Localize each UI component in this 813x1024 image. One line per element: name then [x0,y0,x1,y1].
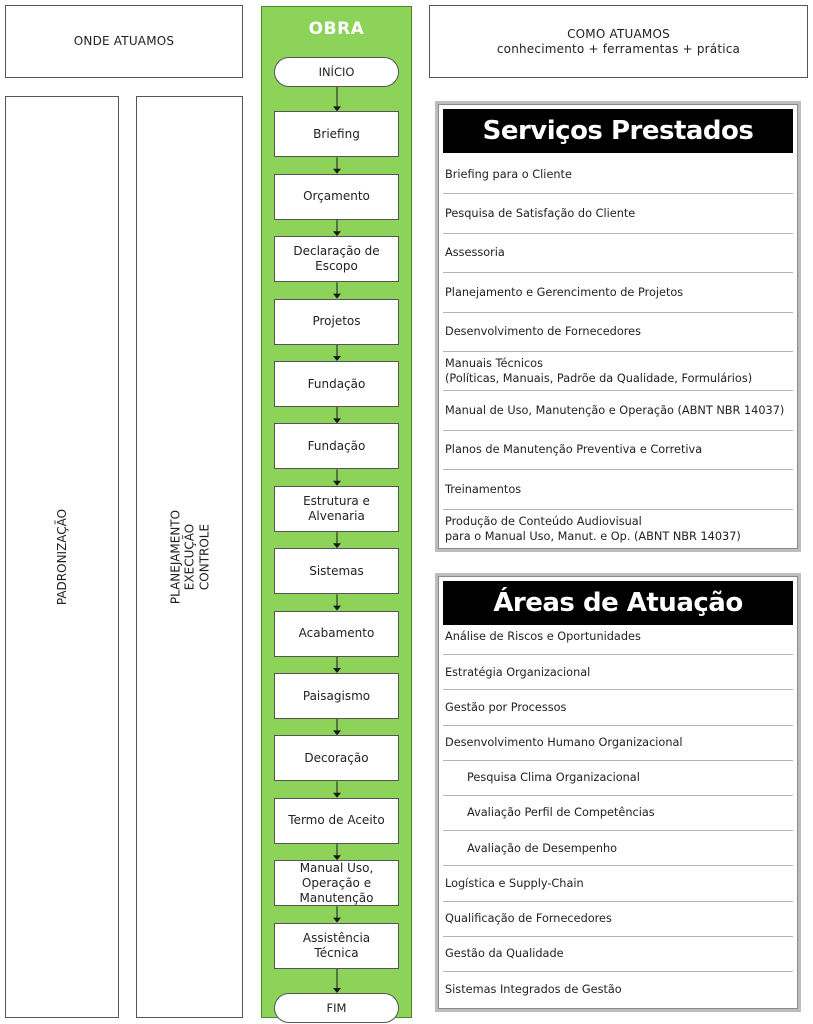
controle-line: CONTROLE [196,523,211,591]
obra-title: OBRA [308,19,365,39]
flow-step-projetos-4: Projetos [274,299,399,345]
area-item-text: Análise de Riscos e Oportunidades [445,630,641,644]
flow-step-sistemas-8: Sistemas [274,548,399,594]
servico-item [443,313,793,352]
servico-item-text: Planos de Manutenção Preventiva e Corretiva [445,443,703,457]
planejamento-line: PLANEJAMENTO [167,509,182,605]
flow-step-fundacao-6: Fundação [274,423,399,469]
servicos-list [443,155,793,549]
servico-item-text: Manual de Uso, Manutenção e Operação (ABNT NBR 14037) [445,403,785,417]
onde-atuamos-label: ONDE ATUAMOS [73,34,175,48]
servico-item-text: Treinamentos [445,482,522,496]
servico-item [443,273,793,312]
area-item [443,831,793,866]
area-item [443,902,793,937]
servico-item [443,194,793,233]
servico-item [443,510,793,549]
area-item [443,620,793,655]
area-item-text: Gestão da Qualidade [445,947,564,961]
servico-item [443,431,793,470]
flow-step-inicio-0: INÍCIO [274,57,399,87]
servico-item [443,470,793,509]
area-item-text: Desenvolvimento Humano Organizacional [445,736,683,750]
area-item [443,972,793,1007]
areas-atuacao-title: Áreas de Atuação [443,581,793,625]
planejamento-column [136,96,243,1018]
servico-item-text: para o Manual Uso, Manut. e Op. (ABNT NBR 14037) [445,530,741,544]
servico-item-text: Produção de Conteúdo Audiovisual [445,514,642,528]
obra-flowchart [261,6,412,1018]
flow-step-fundacao-5: Fundação [274,361,399,407]
flow-step-fim-15: FIM [274,993,399,1023]
planejamento-label [168,510,211,604]
servicos-prestados-panel [435,101,801,552]
flow-step-decoracao-11: Decoração [274,735,399,781]
servico-item-text: Briefing para o Cliente [445,167,572,181]
flow-step-estrutura-e-alvenaria-7: Estrutura e Alvenaria [274,486,399,532]
flow-step-briefing-1: Briefing [274,111,399,157]
areas-list [443,620,793,1007]
padronizacao-column [5,96,119,1018]
servico-item [443,234,793,273]
flow-step-declaracao-de-escopo-3: Declaração de Escopo [274,236,399,282]
area-item [443,866,793,901]
area-item-text: Estratégia Organizacional [445,665,591,679]
area-item [443,796,793,831]
servicos-prestados-title: Serviços Prestados [443,109,793,153]
servico-item-text: Assessoria [445,246,505,260]
area-item-text: Avaliação de Desempenho [467,841,618,855]
area-item-text: Logística e Supply-Chain [445,876,584,890]
servico-item-text: Pesquisa de Satisfação do Cliente [445,206,636,220]
areas-atuacao-panel [435,573,801,1012]
execucao-line: EXECUÇÃO [182,523,197,591]
servico-item [443,155,793,194]
servico-item [443,352,793,391]
area-item-text: Avaliação Perfil de Competências [467,806,655,820]
flow-step-termo-de-aceito-12: Termo de Aceito [274,798,399,844]
servico-item-text: Desenvolvimento de Fornecedores [445,325,642,339]
servico-item-text: Manuais Técnicos [445,356,543,370]
como-atuamos-title: COMO ATUAMOS [567,26,670,41]
flow-step-paisagismo-10: Paisagismo [274,673,399,719]
servico-item-text: (Políticas, Manuais, Padrõe da Qualidade, Formulários) [445,372,753,386]
como-atuamos-header [429,5,808,78]
area-item-text: Sistemas Integrados de Gestão [445,982,622,996]
area-item [443,726,793,761]
padronizacao-label: PADRONIZAÇÃO [54,508,69,606]
area-item-text: Gestão por Processos [445,700,567,714]
como-atuamos-subtitle: conhecimento + ferramentas + prática [496,41,741,56]
flow-step-assistencia-tecnica-14: Assistência Técnica [274,923,399,969]
flow-step-acabamento-9: Acabamento [274,611,399,657]
servico-item [443,391,793,430]
area-item [443,655,793,690]
area-item [443,937,793,972]
onde-atuamos-header [5,5,243,78]
area-item-text: Pesquisa Clima Organizacional [467,771,640,785]
area-item-text: Qualificação de Fornecedores [445,911,612,925]
flow-step-manual-uso-operacao-e-manutencao-13: Manual Uso, Operação e Manutenção [274,860,399,906]
area-item [443,690,793,725]
flow-step-orcamento-2: Orçamento [274,174,399,220]
area-item [443,761,793,796]
servico-item-text: Planejamento e Gerencimento de Projetos [445,285,684,299]
